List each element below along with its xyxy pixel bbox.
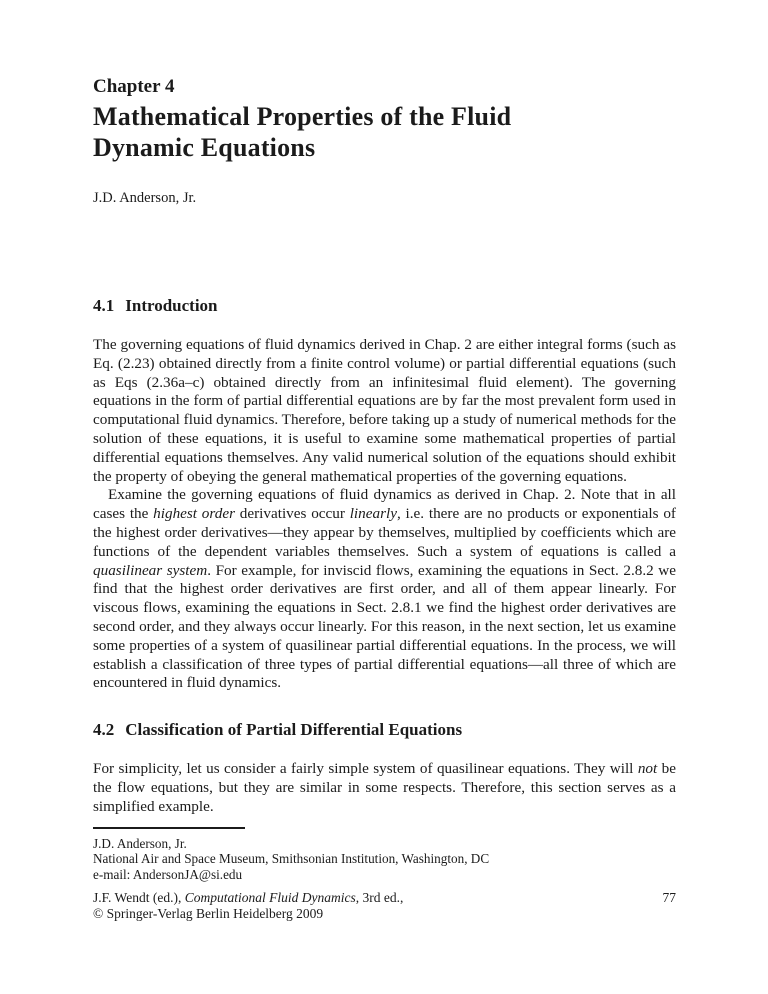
author-name: J.D. Anderson, Jr. (93, 190, 197, 206)
paragraph-intro-1: The governing equations of fluid dynamics derived in Chap. 2 are either integral forms (such as Eq. (2.23) obtained directly from a finite control volume) or partial differential equations (such as Eqs (2.36a–c) obtained directly from an infinitesimal fluid element). The governing equations in the form of partial differential equations are by far the most prevalent form used in computational fluid dynamics. Therefore, before taking up a study of numerical methods for the solution of these equations, it is useful to examine some mathematical properties of partial differential equations themselves. Any valid numerical solution of the equations should exhibit the property of obeying the general mathematical properties of the governing equations. (93, 336, 676, 485)
footer-citation: J.F. Wendt (ed.), Computational Fluid Dynamics, 3rd ed., (93, 890, 404, 906)
section-number: 4.1 (93, 296, 115, 315)
footnote-email: e-mail: AndersonJA@si.edu (93, 866, 243, 882)
footer-copyright: © Springer-Verlag Berlin Heidelberg 2009 (93, 906, 324, 922)
chapter-title-line2: Dynamic Equations (93, 133, 316, 162)
section-heading-4-1 (93, 295, 676, 316)
section-title: Classification of Partial Differential Equations (125, 720, 463, 740)
page-footer (93, 890, 676, 922)
footnote-author: J.D. Anderson, Jr. (93, 835, 187, 851)
footnote-affiliation (93, 836, 676, 883)
footnote-institution: National Air and Space Museum, Smithsonian Institution, Washington, DC (93, 851, 490, 867)
page-number: 77 (662, 890, 676, 906)
section-heading-4-2 (93, 719, 676, 740)
chapter-title-line1: Mathematical Properties of the Fluid (93, 102, 512, 131)
footnote-rule (93, 827, 245, 829)
paragraph-classification-1: For simplicity, let us consider a fairly simple system of quasilinear equations. They will not be the flow equations, but they are similar in some respects. Therefore, this section serves as a simplified example. (93, 760, 677, 815)
section-title: Introduction (125, 296, 218, 315)
chapter-label: Chapter 4 (93, 76, 175, 97)
paragraph-intro-2: Examine the governing equations of fluid dynamics as derived in Chap. 2. Note that in all cases the highest order derivatives occur linearly, i.e. there are no products or exponentials of the highest order derivatives—they appear by themselves, multiplied by coefficients which are functions of the dependent variables themselves. Such a system of equations is called a quasilinear system. For example, for inviscid flows, examining the equations in Sect. 2.8.2 we find that the highest order derivatives are first order, and all of them appear linearly. For viscous flows, examining the equations in Sect. 2.8.1 we find the highest order derivatives are second order, and they always occur linearly. For this reason, in the next section, let us examine some properties of a system of quasilinear partial differential equations. In the process, we will establish a classification of three types of partial differential equations—all three of which are encountered in fluid dynamics. (93, 486, 676, 692)
chapter-title (93, 101, 676, 163)
section-number: 4.2 (93, 720, 115, 740)
text-column (93, 0, 676, 922)
imprint (93, 890, 403, 922)
